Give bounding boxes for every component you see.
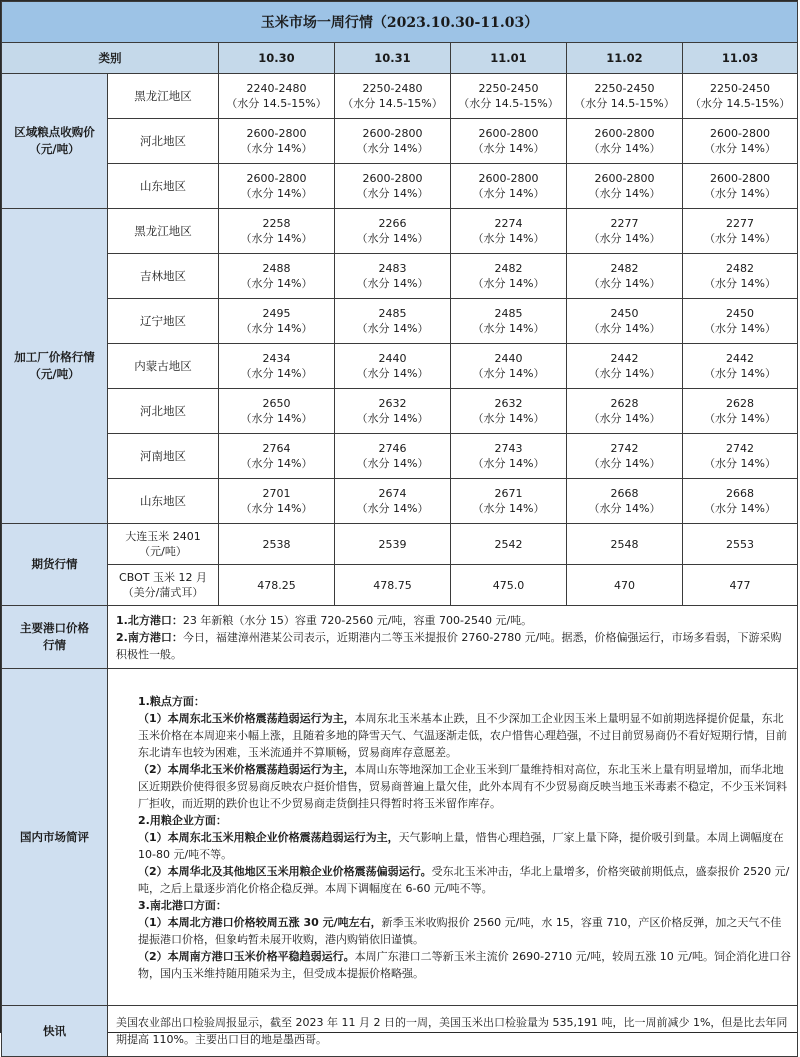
review-text [108,669,798,1006]
price-cell [335,344,451,389]
moisture-note: （水分 14%） [472,277,545,290]
date-header: 11.02 [567,43,683,74]
review-paragraph [116,914,791,948]
moisture-note: （水分 14%） [472,322,545,335]
price-cell [219,74,335,119]
news-row [2,1006,798,1057]
price-value: 2482 [610,262,639,275]
moisture-note: （水分 14%） [704,277,777,290]
moisture-note: （水分 14%） [588,412,661,425]
price-cell [335,209,451,254]
price-cell [683,344,798,389]
factory-category [2,209,108,524]
price-value: 2746 [378,442,407,455]
moisture-note: （水分 14%） [240,412,313,425]
news-text: 美国农业部出口检验周报显示，截至 2023 年 11 月 2 日的一周，美国玉米出口检验量为 535,191 吨，比一周前减少 1%，但是比去年同期提高 110%。主要出口目的地是墨西哥。 [108,1006,798,1057]
price-cell [335,479,451,524]
price-cell [451,389,567,434]
moisture-note: （水分 14%） [472,367,545,380]
price-cell [335,299,451,344]
price-value: 2442 [610,352,639,365]
price-cell [567,119,683,164]
region-label: 辽宁地区 [108,299,219,344]
moisture-note: （水分 14%） [704,457,777,470]
moisture-note: （水分 14%） [356,412,429,425]
moisture-note: （水分 14%） [588,322,661,335]
grain-point-category [2,74,108,209]
paragraph-body: 新季玉米收购报价 2560 元/吨，水 15，容重 710，产区价格反弹，加之天气不佳提振港口价格，但象屿暂未展开收购，港内购销依旧谨慎。 [138,915,782,946]
price-value: 2600-2800 [246,127,307,140]
header-row [2,43,798,74]
price-cell [567,209,683,254]
moisture-note: （水分 14.5-15%） [342,97,443,110]
category-label-2: 行情 [43,638,66,652]
price-cell [335,164,451,209]
futures-value: 478.75 [335,565,451,606]
south-port-title: 2.南方港口： [116,630,183,644]
price-cell [451,209,567,254]
futures-value: 2538 [219,524,335,565]
paragraph-lead: （1）本周东北玉米用粮企业价格震荡趋弱运行为主， [138,830,399,844]
paragraph-lead: （2）本周华北玉米价格震荡趋弱运行为主， [138,762,355,776]
price-value: 2671 [494,487,523,500]
factory-row [2,434,798,479]
region-label: 吉林地区 [108,254,219,299]
report-table [1,1,798,1057]
news-category: 快讯 [2,1006,108,1057]
futures-category: 期货行情 [2,524,108,606]
futures-value: 477 [683,565,798,606]
price-value: 2266 [378,217,407,230]
price-cell [683,254,798,299]
section-title: 1.粮点方面： [138,694,205,708]
moisture-note: （水分 14%） [240,187,313,200]
category-unit: （元/吨） [29,367,80,381]
date-header: 11.01 [451,43,567,74]
price-cell [451,119,567,164]
moisture-note: （水分 14%） [240,502,313,515]
price-value: 2277 [726,217,755,230]
price-cell [219,299,335,344]
price-value: 2485 [494,307,523,320]
price-cell [683,119,798,164]
price-cell [335,389,451,434]
moisture-note: （水分 14.5-15%） [689,97,791,110]
paragraph-lead: （1）本周东北玉米价格震荡趋弱运行为主， [138,711,355,725]
category-label: 区域粮点收购价 [14,125,95,139]
date-header: 10.31 [335,43,451,74]
price-cell [567,74,683,119]
price-value: 2434 [262,352,291,365]
moisture-note: （水分 14%） [356,232,429,245]
futures-value: 478.25 [219,565,335,606]
section-title: 3.南北港口方面： [138,898,227,912]
price-value: 2600-2800 [478,172,539,185]
futures-contract: CBOT 玉米 12 月 [119,571,207,584]
moisture-note: （水分 14%） [704,322,777,335]
moisture-note: （水分 14%） [588,502,661,515]
price-cell [335,119,451,164]
futures-value: 475.0 [451,565,567,606]
paragraph-body: 本周山东等地深加工企业玉米到厂量维持相对高位，东北玉米上量有明显增加，而华北地区近期跌价使得很多贸易商反映农户挺价惜售，贸易商普遍上量欠佳，此外本周有不少贸易商反映当地玉米毒素不稳定，不少玉米饲料厂拒收，而近期的跌价也让不少贸易商走货倒挂只得暂时将玉米留作库存。 [138,762,787,810]
price-cell [451,254,567,299]
futures-value: 470 [567,565,683,606]
region-label: 山东地区 [108,164,219,209]
price-value: 2743 [494,442,523,455]
price-cell [451,479,567,524]
factory-row [2,299,798,344]
paragraph-body: 本周东北玉米基本止跌，且不少深加工企业因玉米上量明显不如前期选择提价促量，东北玉米价格在本周迎来小幅上涨，且随着多地的降雪天气、气温逐渐走低，农户惜售心理趋强，不过目前贸易商仍不看好短期行情，目前东北请车也较为困难，玉米流通并不算顺畅，贸易商库存意愿差。 [138,711,787,759]
region-label: 黑龙江地区 [108,209,219,254]
price-cell [219,119,335,164]
moisture-note: （水分 14%） [356,367,429,380]
price-cell [683,164,798,209]
price-cell [451,74,567,119]
factory-row [2,209,798,254]
paragraph-body: 天气影响上量，惜售心理趋强，厂家上量下降，提价吸引到量。本周上调幅度在 10-80 元/吨不等。 [138,830,784,861]
price-cell [567,344,683,389]
price-value: 2600-2800 [710,172,771,185]
moisture-note: （水分 14%） [704,142,777,155]
moisture-note: （水分 14.5-15%） [226,97,327,110]
price-cell [335,74,451,119]
price-cell [451,344,567,389]
factory-row [2,479,798,524]
moisture-note: （水分 14%） [588,277,661,290]
moisture-note: （水分 14%） [240,232,313,245]
price-cell [567,254,683,299]
price-cell [567,164,683,209]
price-value: 2483 [378,262,407,275]
futures-contract: 大连玉米 2401 [125,530,201,543]
price-value: 2482 [726,262,755,275]
price-value: 2701 [262,487,291,500]
price-value: 2258 [262,217,291,230]
price-value: 2764 [262,442,291,455]
price-value: 2628 [610,397,639,410]
moisture-note: （水分 14%） [356,322,429,335]
moisture-note: （水分 14%） [472,412,545,425]
price-value: 2742 [610,442,639,455]
price-cell [683,479,798,524]
price-value: 2668 [610,487,639,500]
price-cell [683,209,798,254]
grain-row [2,74,798,119]
moisture-note: （水分 14%） [704,367,777,380]
price-value: 2632 [378,397,407,410]
price-value: 2250-2450 [594,82,655,95]
moisture-note: （水分 14%） [356,187,429,200]
ports-text [108,606,798,669]
paragraph-lead: （2）本周南方港口玉米价格平稳趋弱运行。 [138,949,355,963]
futures-value: 2539 [335,524,451,565]
price-cell [335,434,451,479]
ports-category [2,606,108,669]
futures-name [108,524,219,565]
price-value: 2742 [726,442,755,455]
price-cell [219,254,335,299]
moisture-note: （水分 14%） [704,502,777,515]
paragraph-body: 本周广东港口二等新玉米主流价 2690-2710 元/吨，较周五涨 10 元/吨。饲企消化进口谷物，国内玉米维持随用随采为主，但受成本提振价格略强。 [138,949,792,980]
price-value: 2600-2800 [362,127,423,140]
price-value: 2450 [726,307,755,320]
futures-value: 2553 [683,524,798,565]
price-cell [683,74,798,119]
price-value: 2495 [262,307,291,320]
grain-row [2,164,798,209]
review-paragraph [116,761,791,812]
price-value: 2250-2480 [362,82,423,95]
factory-row [2,344,798,389]
moisture-note: （水分 14%） [704,232,777,245]
review-paragraph [116,863,791,897]
factory-row [2,254,798,299]
price-cell [219,434,335,479]
price-value: 2600-2800 [362,172,423,185]
futures-value: 2548 [567,524,683,565]
south-port-text: 今日，福建漳州港某公司表示，近期港内二等玉米提报价 2760-2780 元/吨。据悉，价格偏强运行，市场多看弱，下游采购积极性一般。 [116,630,782,661]
moisture-note: （水分 14%） [588,142,661,155]
review-paragraph [116,829,791,863]
price-value: 2442 [726,352,755,365]
price-value: 2450 [610,307,639,320]
moisture-note: （水分 14%） [472,502,545,515]
moisture-note: （水分 14%） [472,142,545,155]
price-cell [219,344,335,389]
price-cell [219,389,335,434]
price-cell [567,389,683,434]
futures-row [2,524,798,565]
moisture-note: （水分 14%） [240,142,313,155]
price-value: 2240-2480 [246,82,307,95]
moisture-note: （水分 14%） [240,277,313,290]
category-unit: （元/吨） [29,142,80,156]
futures-unit: （美分/蒲式耳） [122,586,204,599]
price-value: 2600-2800 [594,172,655,185]
moisture-note: （水分 14%） [356,142,429,155]
moisture-note: （水分 14%） [240,367,313,380]
price-cell [567,479,683,524]
price-cell [567,434,683,479]
moisture-note: （水分 14%） [704,412,777,425]
moisture-note: （水分 14%） [356,277,429,290]
price-cell [567,299,683,344]
category-header: 类别 [2,43,219,74]
moisture-note: （水分 14%） [356,502,429,515]
price-cell [451,164,567,209]
factory-row [2,389,798,434]
review-paragraph [116,710,791,761]
moisture-note: （水分 14%） [588,367,661,380]
price-value: 2674 [378,487,407,500]
futures-value: 2542 [451,524,567,565]
review-row [2,669,798,1006]
price-value: 2650 [262,397,291,410]
category-label: 主要港口价格 [20,621,89,635]
category-label: 加工厂价格行情 [14,350,95,364]
region-label: 黑龙江地区 [108,74,219,119]
report-title: 玉米市场一周行情（2023.10.30-11.03） [2,2,798,43]
moisture-note: （水分 14%） [240,322,313,335]
price-cell [219,479,335,524]
price-value: 2482 [494,262,523,275]
moisture-note: （水分 14.5-15%） [574,97,675,110]
price-value: 2250-2450 [710,82,771,95]
price-cell [335,254,451,299]
moisture-note: （水分 14%） [588,187,661,200]
paragraph-lead: （1）本周北方港口价格较周五涨 30 元/吨左右， [138,915,382,929]
price-value: 2277 [610,217,639,230]
price-cell [683,434,798,479]
north-port-text: 23 年新粮（水分 15）容重 720-2560 元/吨，容重 700-2540 元/吨。 [182,613,533,627]
moisture-note: （水分 14%） [704,187,777,200]
price-value: 2250-2450 [478,82,539,95]
title-row [2,2,798,43]
price-value: 2600-2800 [246,172,307,185]
price-cell [451,434,567,479]
moisture-note: （水分 14%） [356,457,429,470]
price-cell [683,299,798,344]
date-header: 10.30 [219,43,335,74]
price-value: 2628 [726,397,755,410]
price-value: 2488 [262,262,291,275]
futures-name [108,565,219,606]
price-value: 2632 [494,397,523,410]
price-cell [451,299,567,344]
price-value: 2668 [726,487,755,500]
region-label: 河北地区 [108,119,219,164]
region-label: 河北地区 [108,389,219,434]
moisture-note: （水分 14%） [472,232,545,245]
price-value: 2600-2800 [478,127,539,140]
price-value: 2600-2800 [594,127,655,140]
region-label: 河南地区 [108,434,219,479]
paragraph-lead: （2）本周华北及其他地区玉米用粮企业价格震荡偏弱运行。 [138,864,432,878]
north-port-title: 1.北方港口： [116,613,183,627]
moisture-note: （水分 14%） [472,187,545,200]
moisture-note: （水分 14%） [240,457,313,470]
price-cell [219,164,335,209]
futures-row [2,565,798,606]
grain-row [2,119,798,164]
price-cell [683,389,798,434]
price-cell [219,209,335,254]
paragraph-body: 受东北玉米冲击，华北上量增多，价格突破前期低点，盛泰报价 2520 元/吨，之后上量逐步消化价格企稳反弹。本周下调幅度在 6-60 元/吨不等。 [138,864,790,895]
price-value: 2485 [378,307,407,320]
price-value: 2600-2800 [710,127,771,140]
review-category: 国内市场简评 [2,669,108,1006]
ports-row [2,606,798,669]
south-port-paragraph [116,629,791,663]
price-value: 2440 [494,352,523,365]
moisture-note: （水分 14%） [472,457,545,470]
date-header: 11.03 [683,43,798,74]
section-title: 2.用粮企业方面： [138,813,227,827]
review-paragraph [116,948,791,982]
moisture-note: （水分 14%） [588,232,661,245]
north-port-paragraph [116,612,791,629]
price-value: 2274 [494,217,523,230]
region-label: 山东地区 [108,479,219,524]
region-label: 内蒙古地区 [108,344,219,389]
price-value: 2440 [378,352,407,365]
moisture-note: （水分 14.5-15%） [458,97,559,110]
futures-unit: （元/吨） [139,545,187,558]
moisture-note: （水分 14%） [588,457,661,470]
